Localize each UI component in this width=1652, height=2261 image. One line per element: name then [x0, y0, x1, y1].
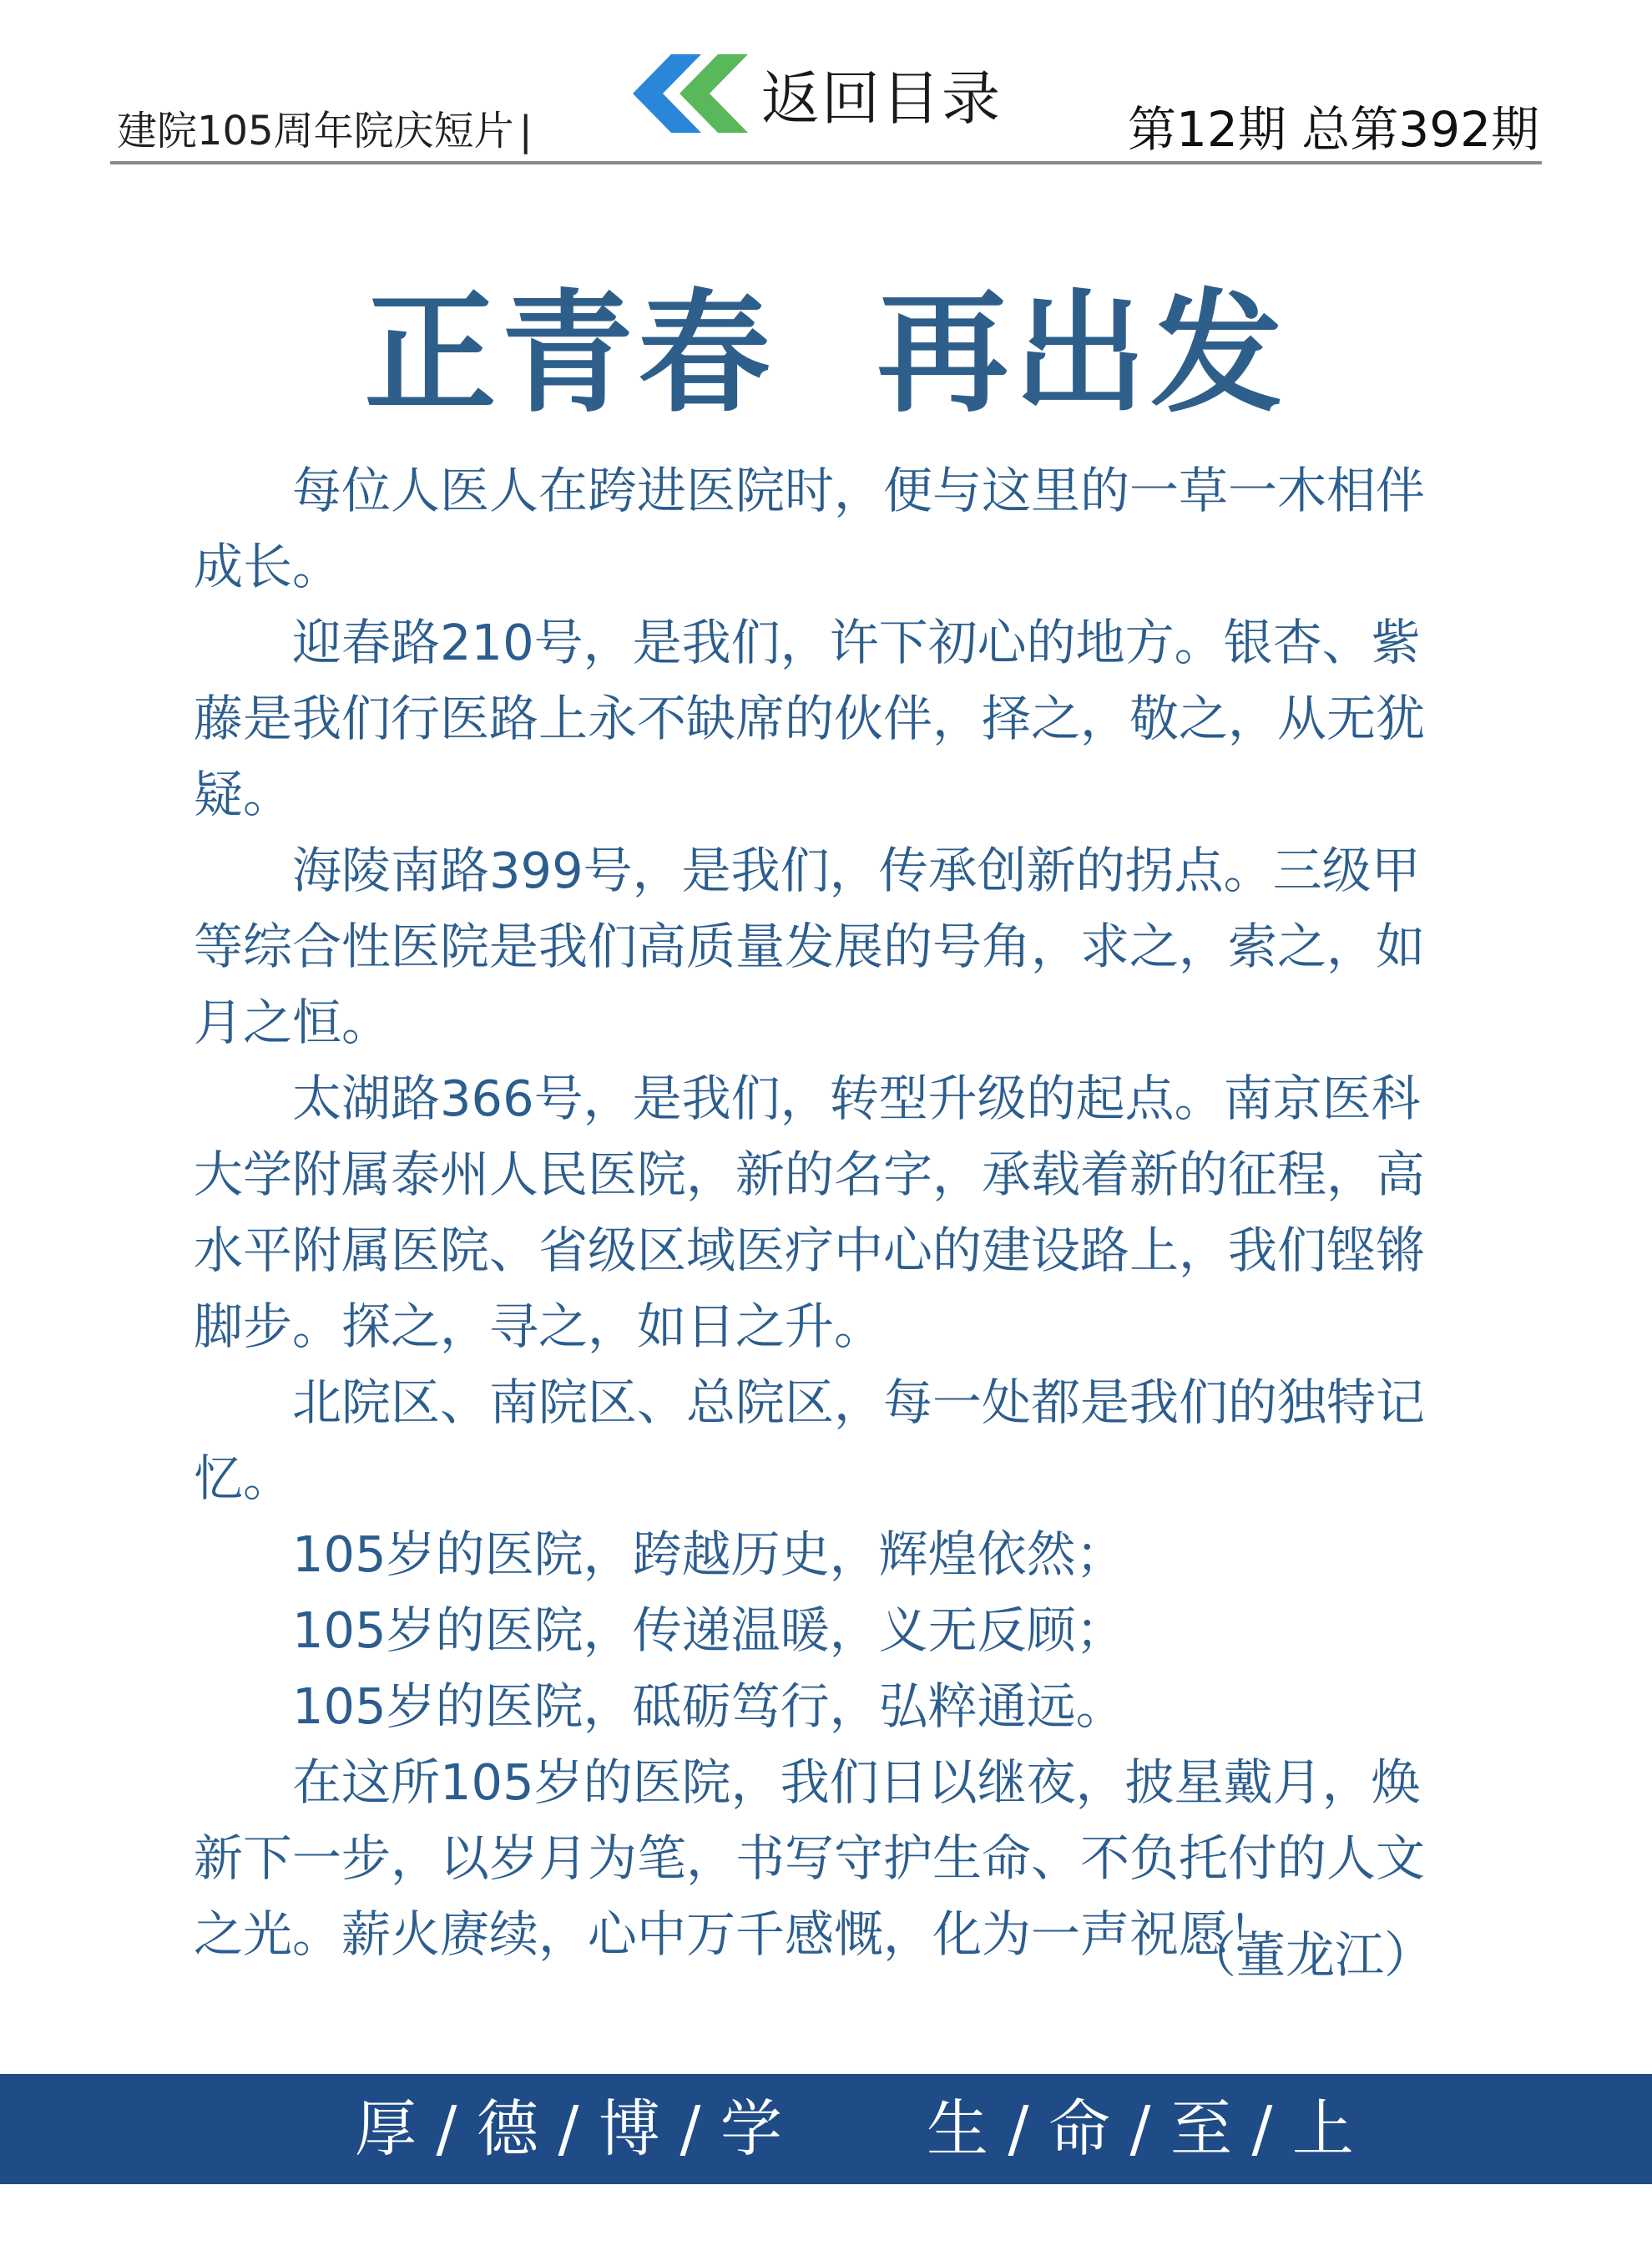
footer-motto-right: 生 / 命 / 至 / 上 [927, 2093, 1354, 2165]
paragraph: 迎春路210号，是我们，许下初心的地方。银杏、紫藤是我们行医路上永不缺席的伙伴，择之，敬之，从无犹疑。 [194, 614, 1426, 823]
header-divider [110, 161, 1542, 164]
issue-number: 第12期 总第392期 [1128, 101, 1539, 158]
author-signature: （董龙江） [1186, 1926, 1433, 1984]
header-separator: | [518, 108, 533, 154]
header-section-label [117, 99, 533, 156]
paragraph: 太湖路366号，是我们，转型升级的起点。南京医科大学附属泰州人民医院，新的名字，承载着新的征程，高水平附属医院、省级区域医疗中心的建设路上，我们铿锵脚步。探之，寻之，如日之升。 [194, 1070, 1426, 1355]
back-to-contents-label: 返回目录 [761, 63, 1002, 133]
article-title: 正青春 再出发 [364, 277, 1288, 431]
paragraph: 105岁的医院，砥砺笃行，弘粹通远。 [292, 1677, 1125, 1735]
paragraph: 105岁的医院，传递温暖，义无反顾； [292, 1601, 1125, 1659]
paragraph: 每位人医人在跨进医院时，便与这里的一草一木相伴成长。 [194, 462, 1426, 595]
paragraph: 在这所105岁的医院，我们日以继夜，披星戴月，焕新下一步，以岁月为笔，书写守护生命、不负托付的人文之光。薪火赓续，心中万千感慨，化为一声祝愿！ [194, 1753, 1426, 1963]
paragraph: 北院区、南院区、总院区，每一处都是我们的独特记忆。 [194, 1373, 1426, 1507]
footer-motto-left: 厚 / 德 / 博 / 学 [355, 2093, 782, 2165]
back-to-contents-link[interactable] [628, 43, 1002, 144]
double-chevron-left-icon [628, 48, 753, 139]
footer-banner [0, 2074, 1652, 2184]
article-body [194, 453, 1463, 1972]
header-section-title: 建院105周年院庆短片 [117, 108, 514, 154]
paragraph: 105岁的医院，跨越历史，辉煌依然； [292, 1525, 1125, 1583]
paragraph: 海陵南路399号，是我们，传承创新的拐点。三级甲等综合性医院是我们高质量发展的号角，求之，索之，如月之恒。 [194, 842, 1426, 1051]
